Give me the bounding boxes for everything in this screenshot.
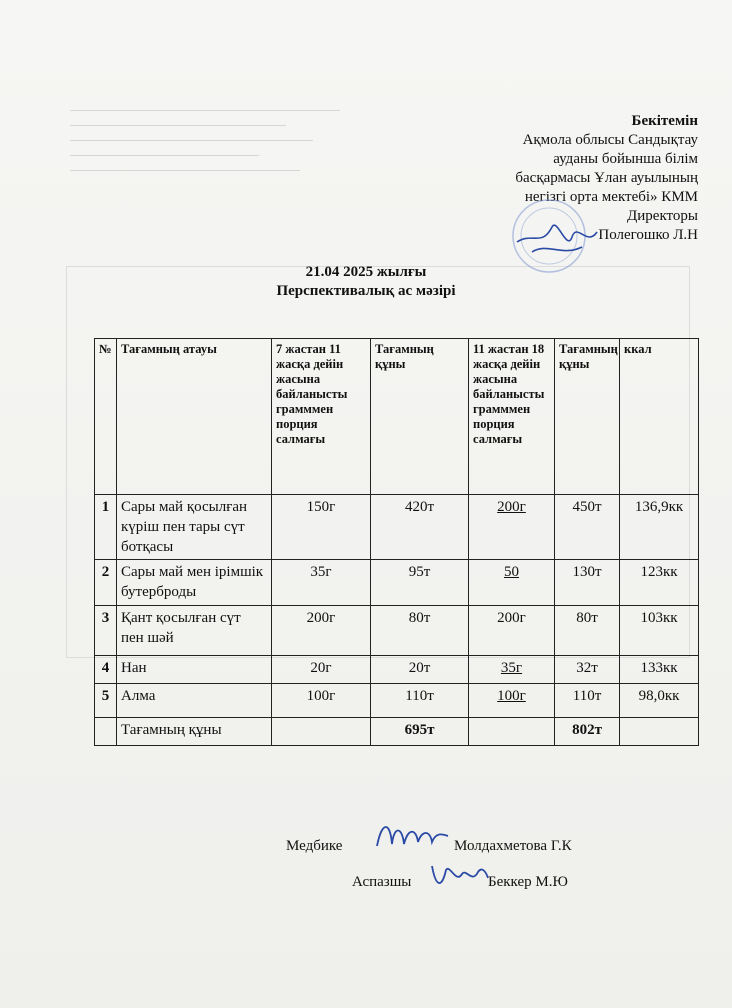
price-11-18: 130т <box>555 560 620 606</box>
cook-signature <box>428 858 490 894</box>
price-7-11: 80т <box>371 606 469 656</box>
weight-11-18: 200г <box>469 495 555 560</box>
price-7-11: 20т <box>371 656 469 684</box>
dish-name: Қант қосылған сүт пен шәй <box>117 606 272 656</box>
price-11-18: 450т <box>555 495 620 560</box>
weight-11-18: 50 <box>469 560 555 606</box>
menu-title: Перспективалық ас мәзірі <box>276 283 456 299</box>
weight-7-11: 20г <box>272 656 371 684</box>
approval-heading: Бекітемін <box>631 113 698 129</box>
table-row <box>95 656 699 684</box>
header-cell: 7 жастан 11 жасқа дейін жасына байланысты грамммен порция салмағы <box>272 339 371 495</box>
header-cell: № <box>95 339 117 495</box>
table-row <box>95 684 699 718</box>
menu-table <box>94 338 699 746</box>
header-cell: Тағамның атауы <box>117 339 272 495</box>
nurse-signature <box>372 816 452 856</box>
price-11-18: 80т <box>555 606 620 656</box>
dish-name: Алма <box>117 684 272 718</box>
kcal: 98,0кк <box>620 684 699 718</box>
kcal: 136,9кк <box>620 495 699 560</box>
row-number: 5 <box>95 684 117 718</box>
kcal: 103кк <box>620 606 699 656</box>
weight-7-11: 35г <box>272 560 371 606</box>
row-number: 3 <box>95 606 117 656</box>
price-7-11: 420т <box>371 495 469 560</box>
table-row <box>95 495 699 560</box>
header-cell: Тағамның құны <box>371 339 469 495</box>
row-number: 4 <box>95 656 117 684</box>
weight-11-18: 100г <box>469 684 555 718</box>
approval-line: ауданы бойынша білім <box>553 151 698 167</box>
cook-name: Беккер М.Ю <box>488 874 568 890</box>
kcal: 133кк <box>620 656 699 684</box>
header-cell: Тағамның құны <box>555 339 620 495</box>
weight-11-18: 200г <box>469 606 555 656</box>
approval-line: Директоры <box>627 208 698 224</box>
approval-line: негізгі орта мектебі» КММ <box>524 189 698 205</box>
weight-7-11: 200г <box>272 606 371 656</box>
director-signature <box>512 212 602 267</box>
dish-name: Сары май мен ірімшік бутерброды <box>117 560 272 606</box>
director-name: Полегошко Л.Н <box>598 227 698 243</box>
approval-line: Ақмола облысы Сандықтау <box>522 132 698 148</box>
kcal: 123кк <box>620 560 699 606</box>
table-header-row <box>95 339 699 495</box>
menu-date: 21.04 2025 жылғы <box>305 264 427 280</box>
dish-name: Нан <box>117 656 272 684</box>
approval-line: басқармасы Ұлан ауылының <box>515 170 698 186</box>
row-number: 2 <box>95 560 117 606</box>
menu-title-block <box>0 263 732 301</box>
nurse-role: Медбике <box>286 838 343 854</box>
weight-7-11: 150г <box>272 495 371 560</box>
price-7-11: 95т <box>371 560 469 606</box>
price-11-18: 110т <box>555 684 620 718</box>
header-cell: 11 жастан 18 жасқа дейін жасына байланысты грамммен порция салмағы <box>469 339 555 495</box>
table-row <box>95 606 699 656</box>
dish-name: Сары май қосылған күріш пен тары сүт ботқасы <box>117 495 272 560</box>
header-cell: ккал <box>620 339 699 495</box>
price-7-11: 110т <box>371 684 469 718</box>
bleed-through-text <box>70 96 340 206</box>
total-price-7-11: 695т <box>371 718 469 746</box>
total-label: Тағамның құны <box>117 718 272 746</box>
cook-role: Аспазшы <box>352 874 412 890</box>
weight-7-11: 100г <box>272 684 371 718</box>
nurse-name: Молдахметова Г.К <box>454 838 572 854</box>
price-11-18: 32т <box>555 656 620 684</box>
row-number: 1 <box>95 495 117 560</box>
table-row <box>95 560 699 606</box>
total-price-11-18: 802т <box>555 718 620 746</box>
weight-11-18: 35г <box>469 656 555 684</box>
total-row <box>95 718 699 746</box>
